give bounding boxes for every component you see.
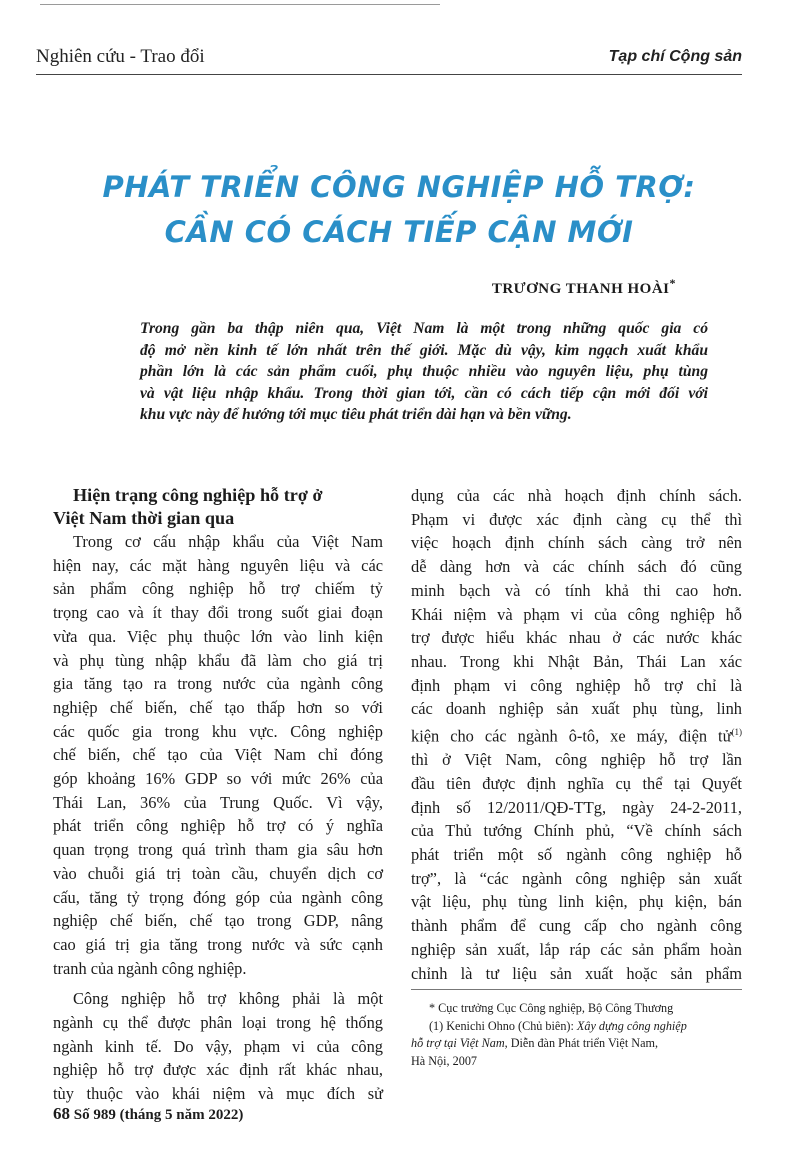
body-line: dụng của các nhà hoạch định chính sách. (411, 486, 742, 505)
article-title-line-2: CẦN CÓ CÁCH TIẾP CẬN MỚI (164, 215, 634, 249)
body-line: quan trọng trong quá trình tham gia sâu hơn (53, 840, 383, 860)
section-heading-line-1: Hiện trạng công nghiệp hỗ trợ ở (73, 485, 323, 505)
footnote-1 (411, 1018, 742, 1036)
body-line: nghiệp hỗ trợ được xác định rất khác nhau, (53, 1060, 383, 1080)
abstract-line: Trong gần ba thập niên qua, Việt Nam là một trong những quốc gia có (140, 320, 708, 337)
top-rule (40, 4, 440, 5)
body-line: thì ở Việt Nam, công nghiệp hỗ trợ lần (411, 750, 742, 770)
abstract-line: phần lớn là các sản phẩm cuối, phụ thuộc nhiều vào nguyên liệu, phụ tùng (140, 363, 708, 380)
body-line: Thái Lan, 36% của Trung Quốc. Vì vậy, (53, 792, 383, 812)
body-line: trợ”, là “các ngành công nghiệp sản xuất (411, 868, 742, 888)
body-line: vừa qua. Việc phụ thuộc lớn vào linh kiện (53, 626, 383, 646)
body-line: tùy thuộc vào khái niệm và mục đích sử (53, 1084, 383, 1104)
footnote-1-rest: , Diễn đàn Phát triển Việt Nam, (504, 1036, 659, 1050)
body-line: minh bạch và có tính khả thi cao hơn. (411, 580, 742, 600)
body-line: chỉnh là tư liệu sản xuất hoặc sản phẩm (411, 963, 742, 983)
body-line: định số 12/2011/QĐ-TTg, ngày 24-2-2011, (411, 797, 742, 817)
body-line: kiện cho các ngành ô-tô, xe máy, điện tử$^{(1)}$ (411, 726, 742, 746)
body-line: tranh của ngành công nghiệp. (53, 958, 247, 978)
body-line: dễ dàng hơn và các chính sách đó cũng (411, 557, 742, 577)
issue-info: Số 989 (tháng 5 năm 2022) (73, 1107, 244, 1123)
author-footnote-mark: * (669, 276, 676, 290)
header-rule (36, 74, 742, 75)
author-byline (492, 276, 676, 298)
body-line: ngành cụ thể được phân loại trong hệ thống (53, 1013, 383, 1033)
body-line: nghiệp chế biến, chế tạo trong GDP, nâng (53, 911, 383, 931)
footnote-1-prefix: (1) Kenichi Ohno (Chủ biên): (429, 1018, 577, 1033)
body-line: trọng cao và ít thay đổi trong suốt giai đoạn (53, 603, 383, 623)
body-line: các doanh nghiệp sản xuất phụ tùng, linh (411, 699, 742, 719)
body-line: vào chuỗi giá trị toàn cầu, chuyển dịch cơ (53, 863, 383, 883)
footnote-1-title-a: Xây dựng công nghiệp (576, 1018, 687, 1033)
body-line: nhau. Trong khi Nhật Bản, Thái Lan xác (411, 651, 742, 671)
footnote-rule (411, 989, 742, 990)
footnote-1-continued (411, 1035, 742, 1053)
abstract (140, 318, 708, 426)
paragraph-gap (53, 980, 383, 987)
body-line: Công nghiệp hỗ trợ không phải là một (73, 989, 383, 1009)
article-title-line-1: PHÁT TRIỂN CÔNG NGHIỆP HỖ TRỢ: (102, 170, 696, 204)
left-column (53, 484, 383, 1106)
body-line: các quốc gia trong khu vực. Công nghiệp (53, 721, 383, 741)
body-line: của Thủ tướng Chính phủ, “Về chính sách (411, 821, 742, 841)
body-line: Trong cơ cấu nhập khẩu của Việt Nam (73, 532, 383, 551)
page-header (36, 46, 742, 72)
page-number: 68 (53, 1104, 70, 1123)
body-line: sản phẩm công nghiệp hỗ trợ chiếm tỷ (53, 579, 383, 599)
paragraph-2 (53, 987, 383, 1106)
body-line: Khái niệm và phạm vi của công nghiệp hỗ (411, 604, 742, 624)
page-footer (53, 1104, 243, 1124)
body-line: cao giá trị gia tăng trong nước và sức cạnh (53, 934, 383, 954)
right-column (411, 484, 742, 985)
body-line: và phụ tùng nhập khẩu đã làm cho giá trị (53, 650, 383, 670)
body-line: gia tăng tạo ra trong nước của ngành công (53, 674, 383, 694)
section-heading (53, 484, 383, 530)
paragraph-1 (53, 530, 383, 980)
body-line: nghiệp chế biến, chế tạo thấp hơn so với (53, 697, 383, 717)
body-line: việc hoạch định chính sách càng trở nên (411, 533, 742, 553)
footnote-1-title-b: hỗ trợ tại Việt Nam (411, 1036, 505, 1050)
body-line: định phạm vi công nghiệp hỗ trợ chỉ là (411, 675, 742, 695)
body-line: ngành kinh tế. Do vậy, phạm vi của công (53, 1036, 383, 1056)
body-line: nghiệp sản xuất, lắp ráp các sản phẩm hoàn (411, 939, 742, 959)
abstract-line: độ mở nền kinh tế lớn nhất trên thế giới. Mặc dù vậy, kim ngạch xuất khẩu (140, 341, 708, 359)
footnote-1-last: Hà Nội, 2007 (411, 1053, 478, 1068)
abstract-line: khu vực này để hướng tới mục tiêu phát triển dài hạn và bền vững. (140, 406, 572, 423)
body-line: góp khoảng 16% GDP so với mức 26% của (53, 769, 383, 789)
footnote-reference: (1) (731, 727, 742, 738)
footnote-author: * Cục trưởng Cục Công nghiệp, Bộ Công Thương (429, 1001, 674, 1015)
section-heading-line-2: Việt Nam thời gian qua (53, 508, 235, 528)
body-line: vật liệu, phụ tùng linh kiện, phụ kiện, bán (411, 892, 742, 912)
body-line: phát triển một số ngành công nghiệp hỗ (411, 845, 742, 865)
author-name: TRƯƠNG THANH HOÀI (491, 281, 670, 297)
body-line: hiện nay, các mặt hàng nguyên liệu và các (53, 555, 383, 575)
abstract-line: và vật liệu nhập khẩu. Trong thời gian tới, cần có cách tiếp cận mới đối với (140, 384, 708, 402)
body-line: cấu, tăng tỷ trọng đóng góp của ngành công (53, 887, 383, 907)
body-line: trợ được hiểu khác nhau ở các nước khác (411, 628, 742, 648)
footnotes (411, 1000, 742, 1070)
body-line: chế biến, chế tạo của Việt Nam chỉ đóng (53, 745, 383, 765)
journal-name: Tạp chí Cộng sản (608, 48, 742, 65)
body-line: thành phẩm để cung cấp cho ngành công (411, 916, 742, 936)
body-line: đầu tiên được định nghĩa cụ thể tại Quyết (411, 773, 742, 793)
body-line: Phạm vi được xác định càng cụ thể thì (411, 509, 742, 529)
body-line: phát triển công nghiệp hỗ trợ có ý nghĩa (53, 816, 383, 836)
section-label: Nghiên cứu - Trao đổi (36, 46, 205, 67)
